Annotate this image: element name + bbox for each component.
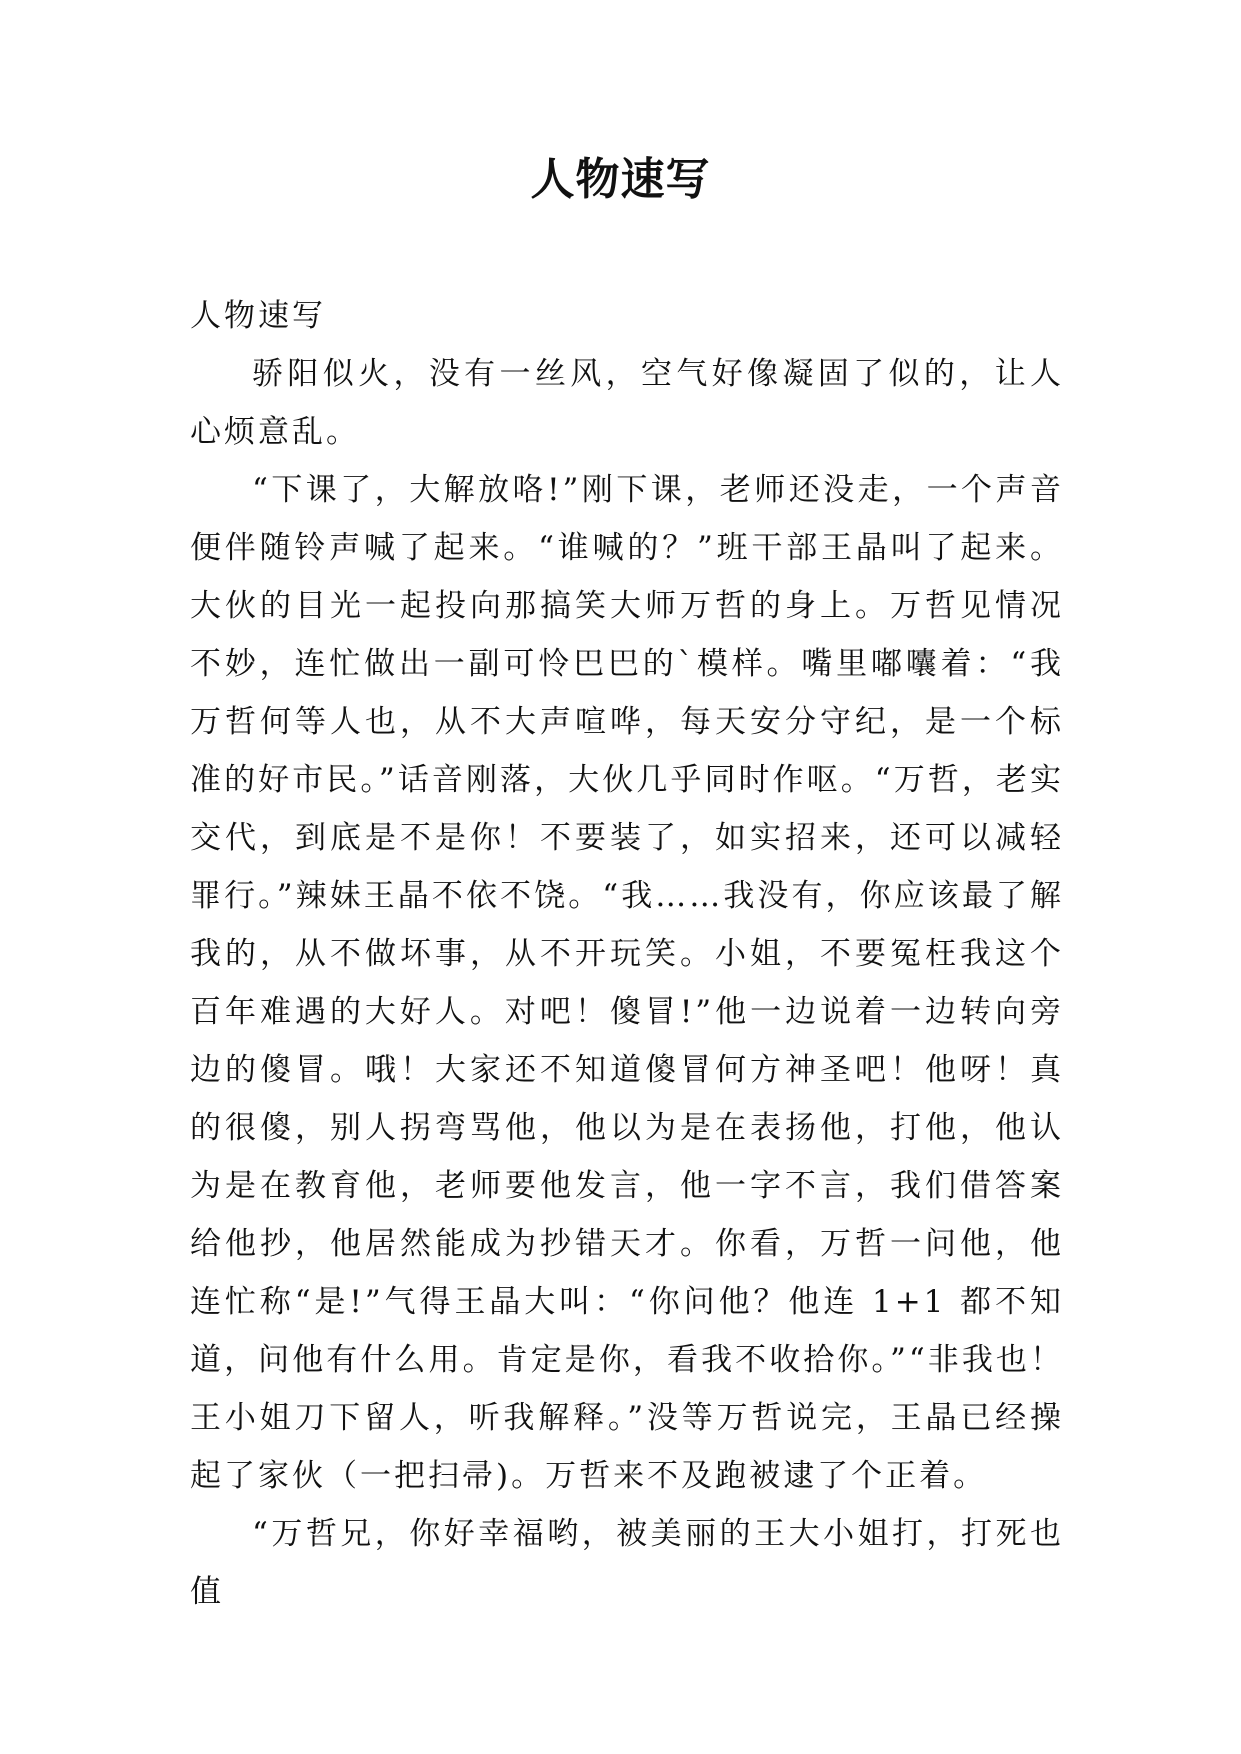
paragraph-1: 骄阳似火，没有一丝风，空气好像凝固了似的，让人心烦意乱。 — [190, 356, 1064, 450]
document-subtitle: 人物速写 — [190, 298, 326, 334]
paragraph-3: “万哲兄，你好幸福哟，被美丽的王大小姐打，打死也值 — [190, 1516, 1064, 1610]
document-title: 人物速写 — [530, 154, 711, 205]
document-body — [190, 287, 1064, 1621]
paragraph-2: “下课了，大解放咯!”刚下课，老师还没走，一个声音便伴随铃声喊了起来。“谁喊的？”班干部王晶叫了起来。大伙的目光一起投向那搞笑大师万哲的身上。万哲见情况不妙，连忙做出一副可怜巴巴的`模样。嘴里嘟囔着：“我万哲何等人也，从不大声喧哗，每天安分守纪，是一个标准的好市民。”话音刚落，大伙几乎同时作呕。“万哲，老实交代，到底是不是你！不要装了，如实招来，还可以减轻罪行。”辣妹王晶不依不饶。“我……我没有，你应该最了解我的，从不做坏事，从不开玩笑。小姐，不要冤枉我这个百年难遇的大好人。对吧！傻冒!”他一边说着一边转向旁边的傻冒。哦！大家还不知道傻冒何方神圣吧！他呀！真的很傻，别人拐弯骂他，他以为是在表扬他，打他，他认为是在教育他，老师要他发言，他一字不言，我们借答案给他抄，他居然能成为抄错天才。你看，万哲一问他，他连忙称“是!”气得王晶大叫：“你问他？他连 1+1 都不知道，问他有什么用。肯定是你，看我不收拾你。”“非我也！王小姐刀下留人，听我解释。”没等万哲说完，王晶已经操起了家伙（一把扫帚)。万哲来不及跑被逮了个正着。 — [190, 472, 1064, 1494]
